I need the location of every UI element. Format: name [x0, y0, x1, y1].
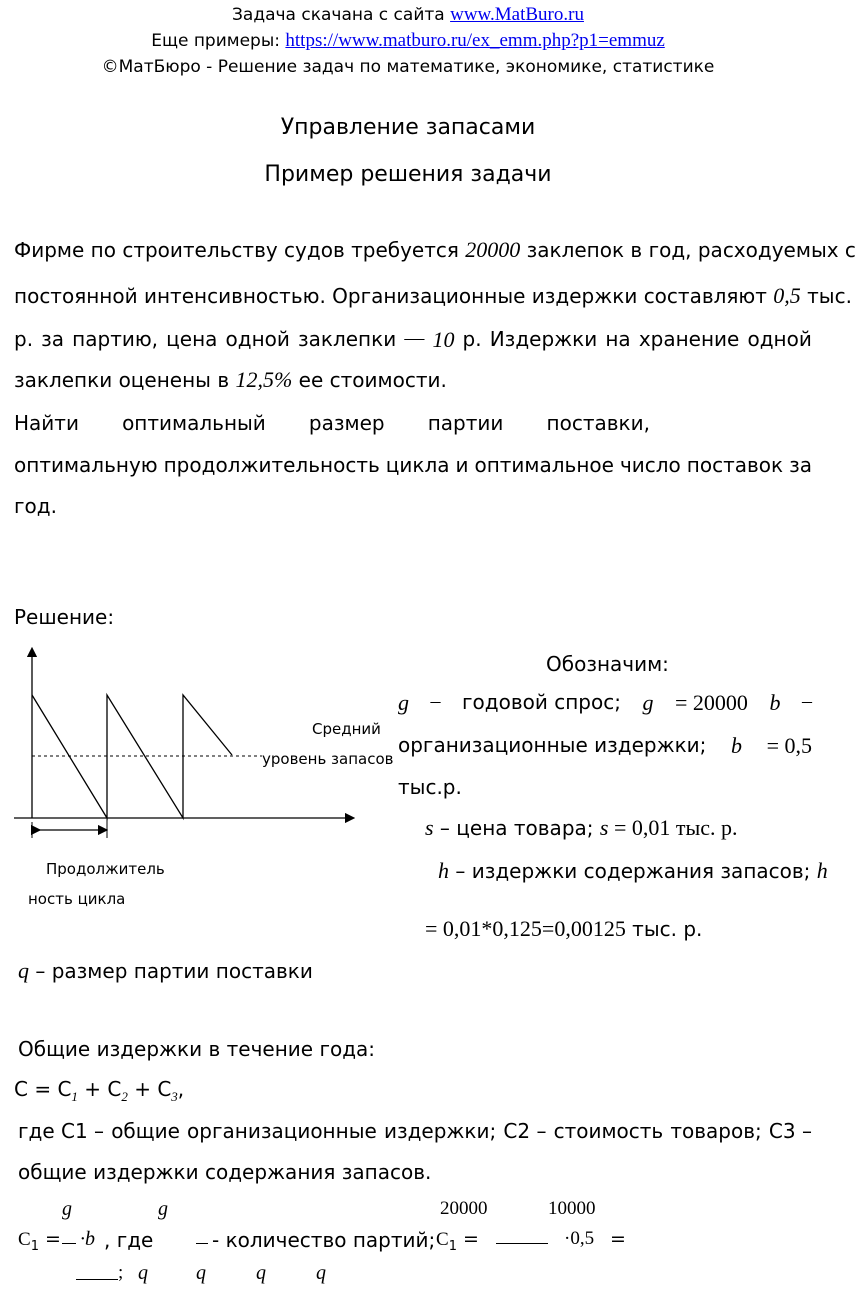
text: – издержки содержания запасов;	[449, 859, 817, 883]
value-order-cost: 0,5	[773, 283, 801, 308]
value-g: = 20000	[675, 690, 748, 715]
problem-line-5	[14, 411, 650, 435]
fraction-bar	[496, 1243, 548, 1244]
word: и	[455, 453, 469, 477]
notation-g-line	[398, 690, 812, 716]
header-site-text: Задача скачана с сайта	[232, 5, 451, 25]
text: заклепок в год, расходуемых с	[520, 238, 856, 262]
value-holding-rate: 12,5%	[235, 367, 293, 392]
word: размер	[308, 411, 385, 435]
text: годовой спрос;	[462, 690, 621, 714]
word: организационные	[187, 1119, 377, 1143]
symbol-b: b	[731, 733, 742, 758]
text: ее стоимости.	[292, 368, 447, 392]
notation-h-value	[425, 916, 702, 942]
text: =	[456, 1228, 479, 1250]
header-line-2	[0, 30, 816, 52]
notation-b-line	[398, 733, 812, 759]
fraction-numerator-20000: 20000	[440, 1198, 488, 1219]
word: оптимальный	[122, 411, 266, 435]
subscript: 1	[30, 1238, 39, 1254]
word: стоимость	[553, 1119, 664, 1143]
value-demand: 20000	[465, 237, 521, 262]
word: партию,	[72, 327, 159, 351]
value-s: = 0,01 тыс. р.	[608, 815, 738, 840]
c1-formula-line	[18, 1228, 61, 1254]
page-title: Управление запасами	[280, 115, 536, 140]
symbol-q: q	[18, 958, 29, 983]
fraction-bar	[76, 1279, 118, 1280]
word: оптимальное	[474, 453, 614, 477]
dash: –	[801, 690, 812, 712]
fraction-numerator-g: g	[62, 1198, 72, 1220]
value-b: = 0,5	[766, 733, 812, 758]
fraction-numerator-10000: 10000	[548, 1198, 596, 1219]
word: издержки;	[383, 1119, 497, 1143]
cycle-label-2: ность цикла	[28, 890, 126, 908]
symbol-h: h	[816, 858, 828, 883]
text: тыс.	[800, 284, 852, 308]
word: поставок	[686, 453, 784, 477]
word: товаров;	[670, 1119, 762, 1143]
examples-link[interactable]: https://www.matburo.ru/ex_emm.php?p1=emmuz	[285, 30, 665, 51]
subscript: 1	[448, 1238, 457, 1254]
value-price: 10	[432, 327, 455, 352]
fraction-numerator-g: g	[158, 1198, 168, 1220]
costs-heading: Общие издержки в течение года:	[18, 1037, 376, 1061]
denominator-q: q	[196, 1262, 206, 1284]
problem-line-4	[14, 367, 814, 393]
text: организационные издержки;	[398, 733, 707, 757]
text: С = С	[14, 1077, 72, 1101]
word: С2 –	[503, 1119, 547, 1143]
word: р.	[14, 327, 34, 351]
symbol-s: s	[599, 815, 609, 840]
count-text: - количество партий;	[212, 1228, 436, 1252]
word: общие	[111, 1119, 180, 1143]
word: одной	[225, 327, 290, 351]
word: на	[605, 327, 631, 351]
costs-where-line	[18, 1119, 812, 1143]
fraction-bar	[62, 1243, 76, 1244]
text: – цена товара;	[433, 816, 600, 840]
value-h: = 0,01*0,125=0,00125	[425, 916, 626, 941]
c1-eq-line	[436, 1228, 479, 1254]
symbol-g: g	[642, 690, 654, 715]
symbol-g: g	[398, 690, 409, 715]
problem-line-2	[14, 283, 852, 309]
dash: —	[404, 327, 425, 349]
text: C	[18, 1229, 31, 1250]
times-05: ·0,5	[564, 1228, 595, 1249]
word: оптимальную	[14, 453, 158, 477]
header-line-1	[0, 4, 816, 26]
notation-s-line	[425, 815, 738, 841]
inventory-diagram	[0, 640, 400, 840]
word: продолжительность	[163, 453, 380, 477]
word: партии	[427, 411, 504, 435]
header-examples-text: Еще примеры:	[151, 31, 286, 51]
avg-level-label-1: Средний	[312, 720, 381, 738]
text: C	[436, 1229, 449, 1250]
notation-heading: Обозначим:	[546, 652, 669, 676]
notation-b-unit: тыс.р.	[398, 775, 462, 799]
word: цена	[166, 327, 218, 351]
subscript: 1	[71, 1089, 78, 1104]
matburo-link[interactable]: www.MatBuro.ru	[450, 4, 584, 25]
text: Фирме по строительству судов требуется	[14, 238, 466, 262]
semicolon: ;	[118, 1262, 124, 1283]
word: число	[619, 453, 681, 477]
times-b: ·b	[80, 1228, 95, 1250]
dash: –	[430, 690, 441, 712]
word: р.	[462, 327, 482, 351]
subscript: 2	[121, 1089, 128, 1104]
word: Издержки	[489, 327, 598, 351]
text: + С	[127, 1077, 172, 1101]
text: постоянной интенсивностью. Организационные издержки составляют	[14, 284, 774, 308]
notation-q-line	[18, 958, 313, 984]
text: ,	[177, 1077, 185, 1101]
denominator-q: q	[316, 1262, 326, 1284]
page-subtitle: Пример решения задачи	[264, 162, 552, 187]
fraction-bar	[196, 1243, 208, 1244]
text: заклепки оценены в	[14, 368, 236, 392]
equals-sign: =	[610, 1228, 626, 1250]
problem-line-7: год.	[14, 494, 57, 518]
word: заклепки	[298, 327, 397, 351]
symbol-b: b	[769, 690, 781, 715]
symbol-s: s	[425, 815, 434, 840]
symbol-h: h	[438, 858, 449, 883]
notation-h-line	[438, 858, 828, 884]
word: за	[789, 453, 812, 477]
word: за	[41, 327, 65, 351]
denominator-q: q	[138, 1262, 148, 1284]
text: – размер партии поставки	[29, 959, 313, 983]
costs-where-line-2: общие издержки содержания запасов.	[18, 1160, 432, 1184]
problem-line-1	[14, 237, 856, 263]
costs-formula	[14, 1077, 184, 1105]
header-line-3: ©МатБюро - Решение задач по математике, экономике, статистике	[101, 57, 715, 77]
word: одной	[747, 327, 812, 351]
word: цикла	[385, 453, 450, 477]
avg-level-label-2: уровень запасов	[262, 750, 394, 768]
text: тыс. р.	[625, 917, 703, 941]
word: Найти	[14, 411, 79, 435]
text: =	[38, 1228, 61, 1250]
where-text: , где	[104, 1228, 154, 1252]
problem-line-3	[14, 327, 812, 353]
text: + С	[77, 1077, 122, 1101]
denominator-q: q	[256, 1262, 266, 1284]
word: поставки,	[546, 411, 650, 435]
cycle-label-1: Продолжитель	[46, 860, 165, 878]
word: С3 –	[768, 1119, 812, 1143]
problem-line-6	[14, 453, 812, 477]
subscript: 3	[171, 1089, 178, 1104]
word: где С1 –	[18, 1119, 105, 1143]
word: хранение	[638, 327, 740, 351]
solution-label: Решение:	[14, 605, 115, 629]
